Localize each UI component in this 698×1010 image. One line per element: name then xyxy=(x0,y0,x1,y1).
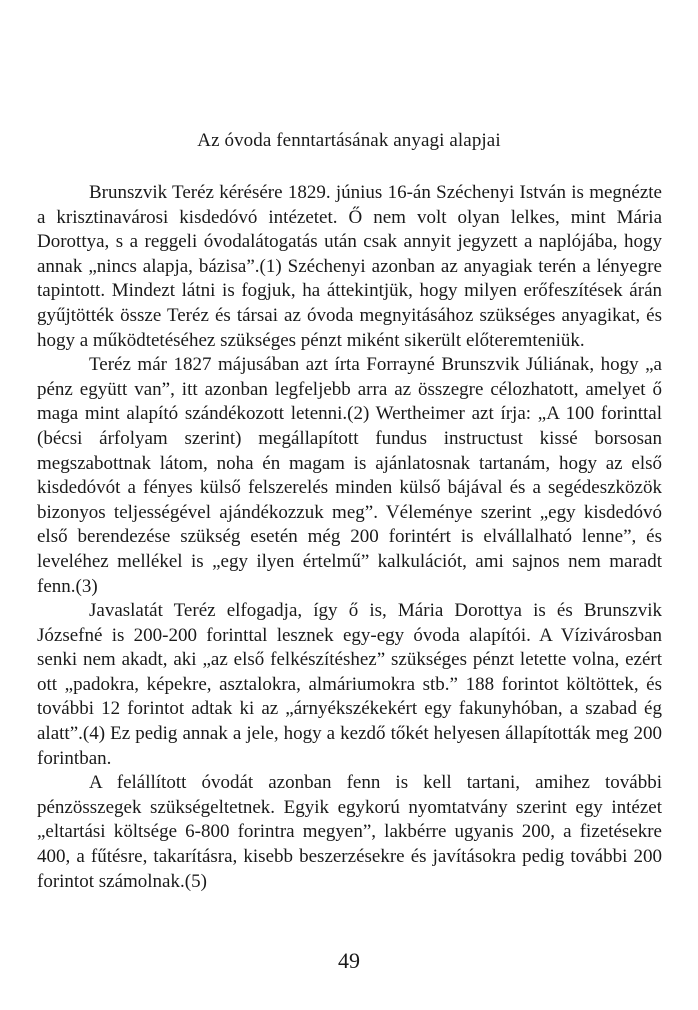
paragraph-1: Brunszvik Teréz kérésére 1829. június 16-án Széchenyi István is megnézte a krisztinavárosi kisdedóvó intézetet. Ő nem volt olyan lelkes, mint Mária Dorottya, s a reggeli óvodalátogatás után csak annyit jegyzett a naplójába, hogy annak „nincs alapja, bázisa”.(1) Széchenyi azonban az anyagiak terén a lényegre tapintott. Mindezt látni is fogjuk, ha áttekintjük, hogy milyen erőfeszítések árán gyűjtötték össze Teréz és társai az óvoda megnyitásához szükséges anyagikat, és hogy a működtetéséhez szükséges pénzt miként sikerült előteremteniük. xyxy=(37,182,662,351)
body-text xyxy=(37,181,662,894)
paragraph-4: A felállított óvodát azonban fenn is kell tartani, amihez további pénzösszegek szükségeltetnek. Egyik egykorú nyomtatvány szerint egy intézet „eltartási költsége 6-800 forintra megyen”, lakbérre ugyanis 200, a fizetésekre 400, a fűtésre, takarításra, kisebb beszerzésekre és javításokra pedig további 200 forintot számolnak.(5) xyxy=(37,772,662,892)
chapter-title: Az óvoda fenntartásának anyagi alapjai xyxy=(197,130,501,151)
page-number: 49 xyxy=(338,948,360,973)
paragraph-3: Javaslatát Teréz elfogadja, így ő is, Mária Dorottya is és Brunszvik Józsefné is 200-200 forinttal lesznek egy-egy óvoda alapítói. A Vízivárosban senki nem akadt, aki „az első felkészítéshez” szükséges pénzt letette volna, ezért ott „padokra, képekre, asztalokra, almáriumokra stb.” 188 forintot költöttek, és további 12 forintot adtak ki az „árnyékszékekért egy fakunyhóban, a szabad ég alatt”.(4) Ez pedig annak a jele, hogy a kezdő tőkét helyesen állapították meg 200 forintban. xyxy=(37,600,662,769)
paragraph-2: Teréz már 1827 májusában azt írta Forrayné Brunszvik Júliának, hogy „a pénz együtt van”, itt azonban legfeljebb arra az összegre célozhatott, amelyet ő maga mint alapító szándékozott letenni.(2) Wertheimer azt írja: „A 100 forinttal (bécsi árfolyam szerint) megállapított fundus instructust kissé borsosan megszabottnak látom, noha én magam is ajánlatosnak tartanám, hogy az első kisdedóvót a fényes külső felszerelés minden külső bájával és a segédeszközök bizonyos teljességével ajándékozzuk meg”. Véleménye szerint „egy kisdedóvó első berendezése szükség esetén még 200 forintért is elvállalható lenne”, és leveléhez mellékel is „egy ilyen értelmű” kalkulációt, ami sajnos nem maradt fenn.(3) xyxy=(37,354,662,597)
